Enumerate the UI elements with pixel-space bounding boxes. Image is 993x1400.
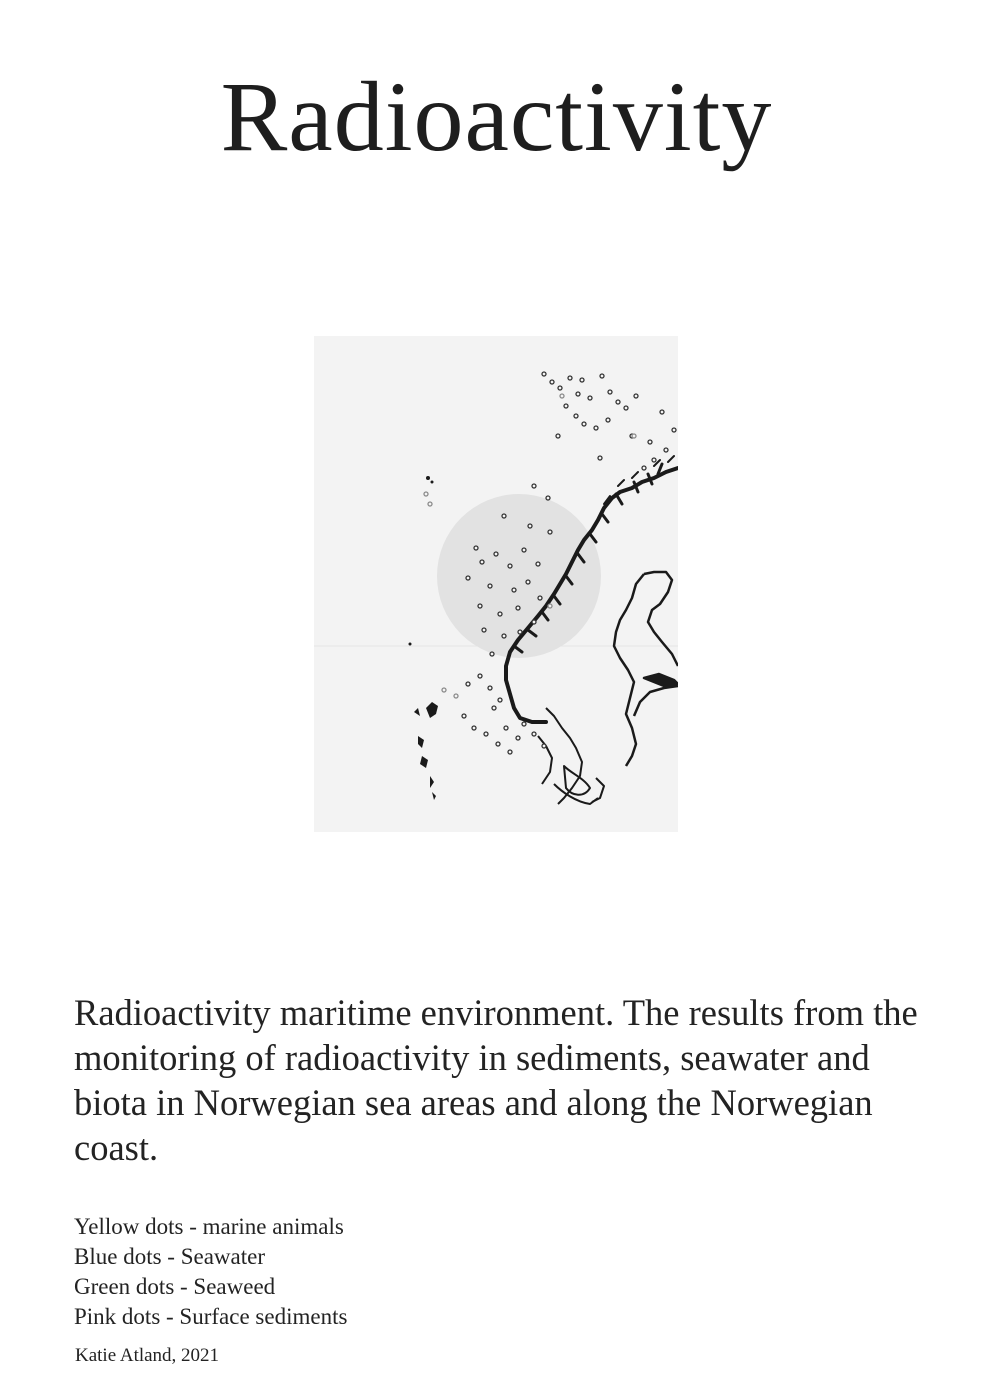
legend-item-yellow: Yellow dots - marine animals [74,1214,344,1239]
legend-item-green: Green dots - Seaweed [74,1274,276,1299]
legend [74,1212,674,1332]
map-illustration [314,336,678,832]
radioactivity-map [314,336,678,832]
poster-title: Radioactivity [220,61,773,172]
author-credit: Katie Atland, 2021 [75,1345,220,1366]
legend-item-blue: Blue dots - Seawater [74,1244,265,1269]
description-text: Radioactivity maritime environment. The results from the monitoring of radioactivity in sediments, seawater and biota in Norwegian sea areas and along the Norwegian coast. [74,992,918,1168]
legend-item-pink: Pink dots - Surface sediments [74,1304,348,1329]
